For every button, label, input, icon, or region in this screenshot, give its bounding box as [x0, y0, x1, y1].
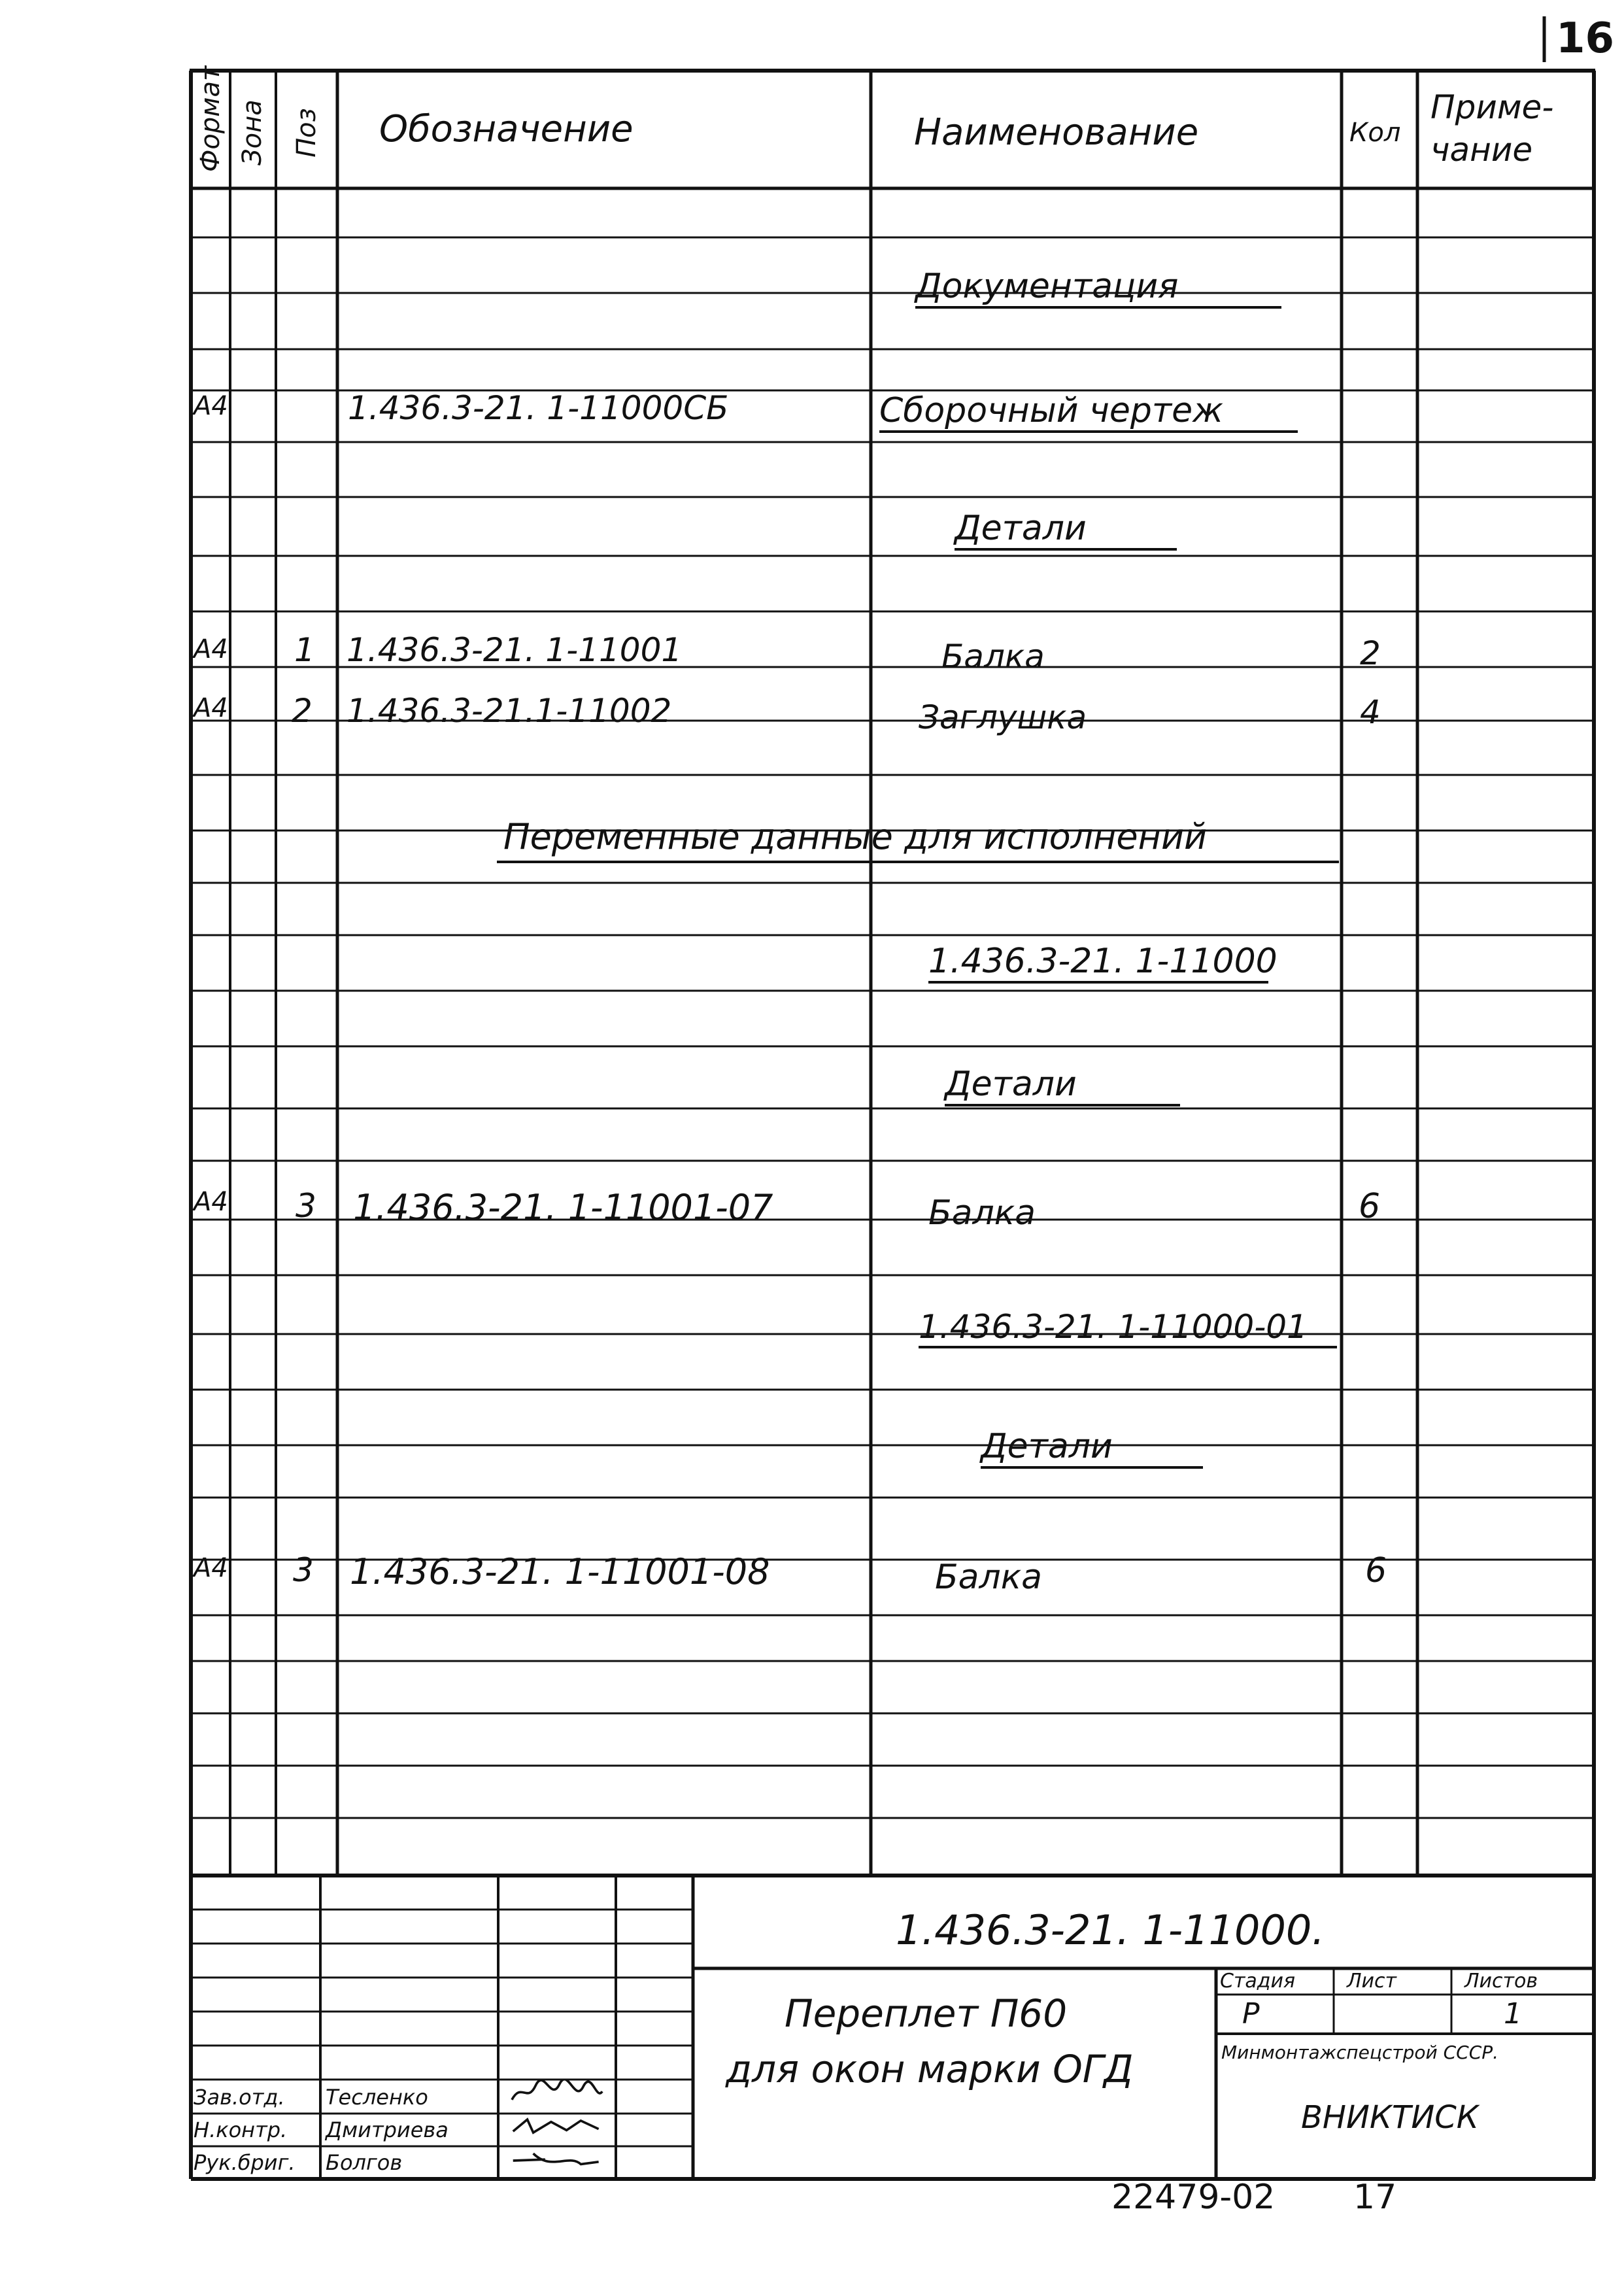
- sheets-label: Листов: [1464, 1970, 1538, 1993]
- row-qty: 4: [1360, 693, 1381, 731]
- person-name: Болгов: [326, 2150, 403, 2175]
- bottom-page: 17: [1353, 2178, 1397, 2217]
- row-qty: 6: [1365, 1551, 1387, 1590]
- header-designation: Обозначение: [379, 108, 634, 150]
- doc-code: 1.436.3-21. 1-11000.: [896, 1906, 1325, 1954]
- row-pos: 2: [292, 692, 313, 730]
- sheet-label: Лист: [1347, 1970, 1397, 1993]
- title-line1: Переплет П60: [785, 1991, 1068, 2036]
- header-note-line2: чание: [1430, 131, 1533, 169]
- org-line1: Минмонтажспецстрой СССР.: [1221, 2042, 1499, 2063]
- row-format: А4: [194, 634, 228, 664]
- row-format: А4: [194, 391, 228, 421]
- person-name: Дмитриева: [326, 2117, 448, 2142]
- role-label: Зав.отд.: [194, 2085, 285, 2110]
- variant-heading: 1.436.3-21. 1-11000-01: [919, 1308, 1337, 1348]
- section-heading-documentation: Документация: [915, 267, 1281, 309]
- row-name: Сборочный чертеж: [879, 391, 1298, 433]
- sheets-value: 1: [1504, 1997, 1522, 2030]
- row-designation: 1.436.3-21. 1-11001-08: [350, 1551, 770, 1592]
- row-designation: 1.436.3-21. 1-11000СБ: [348, 389, 729, 427]
- page-number: 16: [1556, 14, 1615, 63]
- row-qty: 6: [1359, 1187, 1381, 1226]
- row-qty: 2: [1360, 634, 1381, 672]
- signature-2: [505, 2114, 609, 2140]
- row-name: Заглушка: [919, 698, 1087, 736]
- row-name: Балка: [941, 638, 1045, 676]
- bottom-code: 22479-02: [1111, 2178, 1276, 2217]
- header-qty: Кол: [1349, 118, 1401, 148]
- role-label: Рук.бриг.: [194, 2150, 296, 2175]
- header-note-line1: Приме-: [1430, 88, 1554, 126]
- person-name: Тесленко: [326, 2085, 428, 2110]
- variant-heading: 1.436.3-21. 1-11000: [928, 942, 1268, 984]
- section-heading-details: Детали: [981, 1427, 1203, 1469]
- signature-3: [505, 2148, 609, 2174]
- row-format: А4: [194, 1187, 228, 1217]
- row-name: Балка: [935, 1558, 1043, 1597]
- org-line2: ВНИКТИСК: [1301, 2099, 1479, 2136]
- row-pos: 3: [293, 1551, 314, 1589]
- header-pos: Поз: [292, 108, 322, 158]
- section-heading-variable-data: Переменные данные для исполнений: [503, 816, 1208, 857]
- row-designation: 1.436.3-21. 1-11001-07: [353, 1187, 773, 1228]
- section-heading-details: Детали: [955, 509, 1177, 551]
- row-format: А4: [194, 1553, 228, 1583]
- header-format: Формат: [195, 65, 226, 172]
- stage-label: Стадия: [1220, 1970, 1296, 1993]
- row-pos: 1: [294, 631, 315, 669]
- header-name: Наименование: [914, 111, 1199, 154]
- stage-value: Р: [1242, 1997, 1260, 2030]
- header-zone: Зона: [237, 99, 267, 165]
- row-name: Балка: [928, 1193, 1036, 1233]
- role-label: Н.контр.: [194, 2117, 288, 2142]
- row-pos: 3: [296, 1187, 316, 1225]
- row-format: А4: [194, 693, 228, 723]
- section-heading-details: Детали: [945, 1065, 1180, 1106]
- title-line2: для окон марки ОГД: [726, 2047, 1134, 2091]
- row-designation: 1.436.3-21. 1-11001: [347, 631, 683, 669]
- row-designation: 1.436.3-21.1-11002: [347, 692, 672, 730]
- signature-1: [505, 2080, 609, 2106]
